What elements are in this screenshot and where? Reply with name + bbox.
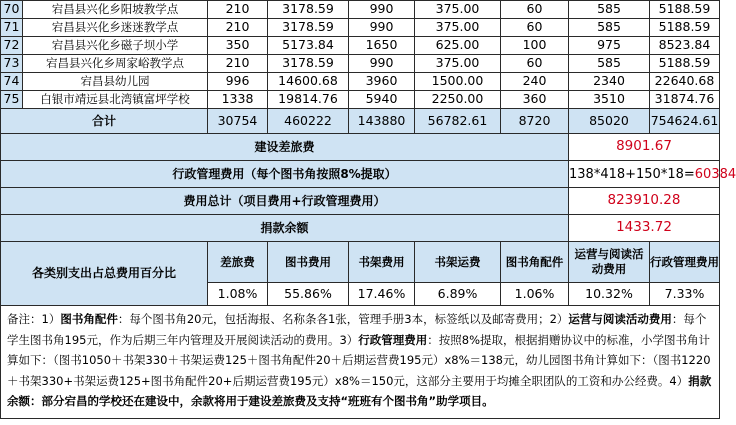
table-cell: 60 — [501, 1, 569, 19]
percent-value: 10.32% — [569, 283, 650, 306]
table-cell: 996 — [208, 73, 268, 91]
total-cell: 754624.61 — [650, 109, 720, 134]
total-cell: 143880 — [349, 109, 415, 134]
table-cell: 5188.59 — [650, 1, 720, 19]
percent-header: 图书角配件 — [501, 242, 569, 283]
balance-value: 1433.72 — [569, 215, 720, 242]
percent-header: 运营与阅读活动费用 — [569, 242, 650, 283]
table-cell: 990 — [349, 1, 415, 19]
table-cell: 585 — [569, 1, 650, 19]
table-cell: 240 — [501, 73, 569, 91]
note-bold: 图书角配件 — [60, 312, 118, 326]
table-row — [1, 91, 720, 109]
table-cell: 990 — [349, 19, 415, 37]
table-cell: 990 — [349, 55, 415, 73]
admin-value: 60384 — [694, 166, 736, 182]
grand-total-label: 费用总计（项目费用+行政管理费用） — [1, 188, 569, 215]
table-cell: 2250.00 — [415, 91, 501, 109]
note-bold: 捐款余额 — [7, 373, 712, 408]
note-bold: ：部分宕昌的学校还在建设中，余款将用于建设差旅费及支持“班班有个图书角”助学项目。 — [30, 394, 494, 408]
total-cell: 30754 — [208, 109, 268, 134]
note-text — [1, 306, 720, 419]
table-cell: 5173.84 — [268, 37, 349, 55]
percent-header: 行政管理费用 — [650, 242, 720, 283]
admin-formula: 138*418+150*18= — [569, 166, 695, 182]
row-number: 75 — [1, 91, 23, 109]
row-number: 73 — [1, 55, 23, 73]
percent-header-row — [1, 242, 720, 283]
table-cell: 19814.76 — [268, 91, 349, 109]
table-cell: 60 — [501, 55, 569, 73]
table-row — [1, 73, 720, 91]
note-row — [1, 306, 720, 419]
note-part: ：每个图书角20元，包括海报、名称条各1张，管理手册3本，标签纸以及邮寄费用；2） — [117, 312, 569, 326]
table-cell: 60 — [501, 19, 569, 37]
table-cell: 1500.00 — [415, 73, 501, 91]
total-cell: 460222 — [268, 109, 349, 134]
table-cell: 3960 — [349, 73, 415, 91]
grand-total-row — [1, 188, 720, 215]
balance-row — [1, 215, 720, 242]
note-part: ：按照8%提取，根据捐赠协议中的标准，小学图书角计算如下：（图书1050＋书架330＋书架运费125＋图书角配件20＋后期运营费195元）x8%＝138元，幼儿园图书角计算如下：（图书1220＋书架330+书架运费125+图书角配件20+后期运营费195元）x8%＝150元，这部分主要用于均摊全职团队的工资和办公经费。4） — [7, 332, 711, 388]
table-cell: 22640.68 — [650, 73, 720, 91]
school-name: 宕昌县兴化乡周家峪教学点 — [23, 55, 208, 73]
table-row — [1, 55, 720, 73]
table-cell: 3510 — [569, 91, 650, 109]
total-label: 合计 — [1, 109, 208, 134]
percent-value: 7.33% — [650, 283, 720, 306]
table-cell: 375.00 — [415, 55, 501, 73]
table-cell: 3178.59 — [268, 55, 349, 73]
school-name: 白银市靖远县北湾镇富坪学校 — [23, 91, 208, 109]
percent-value: 55.86% — [268, 283, 349, 306]
note-part: 备注：1） — [7, 312, 61, 326]
percent-header: 图书费用 — [268, 242, 349, 283]
school-name: 宕昌县幼儿园 — [23, 73, 208, 91]
table-cell: 2340 — [569, 73, 650, 91]
travel-label: 建设差旅费 — [1, 134, 569, 161]
grand-total-value: 823910.28 — [569, 188, 720, 215]
table-cell: 5188.59 — [650, 19, 720, 37]
percent-header: 差旅费 — [208, 242, 268, 283]
table-cell: 3178.59 — [268, 1, 349, 19]
admin-label: 行政管理费用（每个图书角按照8%提取） — [1, 161, 569, 188]
table-cell: 375.00 — [415, 1, 501, 19]
table-row — [1, 37, 720, 55]
table-cell: 210 — [208, 19, 268, 37]
table-cell: 1650 — [349, 37, 415, 55]
table-cell: 31874.76 — [650, 91, 720, 109]
table-cell: 360 — [501, 91, 569, 109]
admin-formula-cell — [569, 161, 736, 188]
percent-value: 1.06% — [501, 283, 569, 306]
table-cell: 585 — [569, 19, 650, 37]
balance-label: 捐款余额 — [1, 215, 569, 242]
table-cell: 375.00 — [415, 19, 501, 37]
table-cell: 14600.68 — [268, 73, 349, 91]
table-cell: 1338 — [208, 91, 268, 109]
table-cell: 210 — [208, 55, 268, 73]
total-cell: 56782.61 — [415, 109, 501, 134]
school-name: 宕昌县兴化乡迷迷教学点 — [23, 19, 208, 37]
percent-header: 书架费用 — [349, 242, 415, 283]
total-cell: 8720 — [501, 109, 569, 134]
table-cell: 210 — [208, 1, 268, 19]
table-cell: 3178.59 — [268, 19, 349, 37]
table-cell: 625.00 — [415, 37, 501, 55]
note-part: ：每个学生图书角195元，作为后期三年内管理及开展阅读活动的费用。3） — [7, 312, 707, 347]
school-name: 宕昌县兴化乡阳坡教学点 — [23, 1, 208, 19]
travel-value: 8901.67 — [569, 134, 720, 161]
percent-category-label: 各类别支出占总费用百分比 — [1, 242, 208, 306]
table-cell: 975 — [569, 37, 650, 55]
school-name: 宕昌县兴化乡磁子坝小学 — [23, 37, 208, 55]
table-cell: 585 — [569, 55, 650, 73]
table-cell: 5188.59 — [650, 55, 720, 73]
row-number: 71 — [1, 19, 23, 37]
note-bold: 运营与阅读活动费用 — [568, 312, 672, 326]
row-number: 74 — [1, 73, 23, 91]
percent-header: 书架运费 — [415, 242, 501, 283]
total-cell: 85020 — [569, 109, 650, 134]
table-row — [1, 19, 720, 37]
percent-value: 6.89% — [415, 283, 501, 306]
percent-value: 17.46% — [349, 283, 415, 306]
table-row — [1, 1, 720, 19]
table-cell: 100 — [501, 37, 569, 55]
table-cell: 350 — [208, 37, 268, 55]
total-row — [1, 109, 720, 134]
table-cell: 8523.84 — [650, 37, 720, 55]
row-number: 72 — [1, 37, 23, 55]
admin-row — [1, 161, 720, 188]
note-bold: 行政管理费用 — [358, 332, 428, 347]
travel-row — [1, 134, 720, 161]
table-cell: 5940 — [349, 91, 415, 109]
percent-value: 1.08% — [208, 283, 268, 306]
row-number: 70 — [1, 1, 23, 19]
